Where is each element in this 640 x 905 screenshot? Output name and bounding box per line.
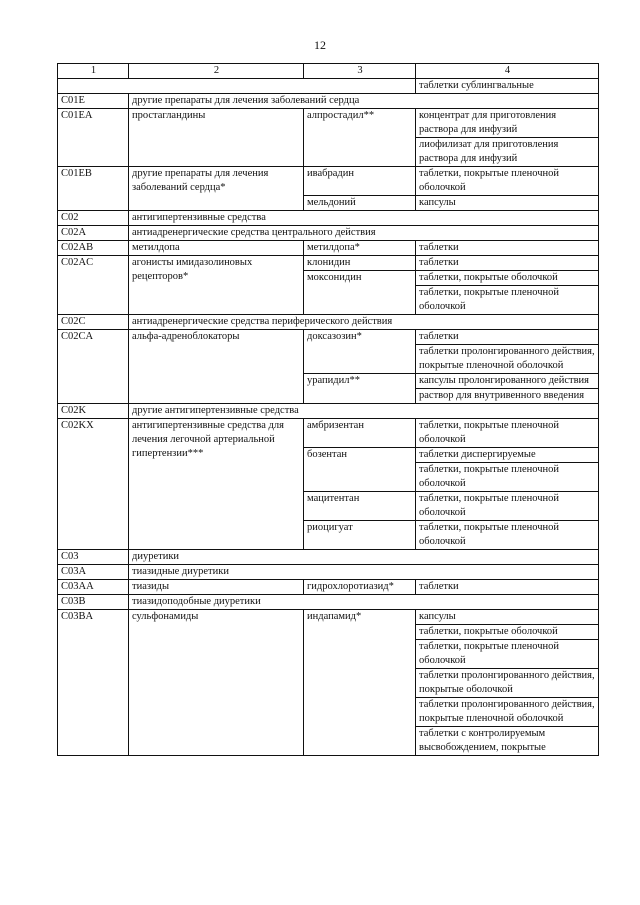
dosage-form-cell: таблетки	[416, 256, 599, 271]
table-row	[58, 109, 599, 138]
dosage-form-cell: таблетки	[416, 580, 599, 595]
group-name-cell: антигипертензивные средства	[129, 211, 599, 226]
table-row	[58, 167, 599, 196]
group-name-cell: тиазидоподобные диуретики	[129, 595, 599, 610]
atc-code-cell: C03AA	[58, 580, 129, 595]
dosage-form-cell: таблетки, покрытые пленочной оболочкой	[416, 167, 599, 196]
group-name-cell: тиазидные диуретики	[129, 565, 599, 580]
dosage-form-cell: таблетки пролонгированного действия, покрытые пленочной оболочкой	[416, 698, 599, 727]
drug-name-cell: индапамид*	[304, 610, 416, 756]
dosage-form-cell: лиофилизат для приготовления раствора для инфузий	[416, 138, 599, 167]
dosage-form-cell: таблетки	[416, 330, 599, 345]
dosage-form-cell: таблетки, покрытые пленочной оболочкой	[416, 521, 599, 550]
subgroup-name-cell: антигипертензивные средства для лечения легочной артериальной гипертензии***	[129, 419, 304, 550]
drug-name-cell: ивабрадин	[304, 167, 416, 196]
empty-cell	[58, 79, 416, 94]
dosage-form-cell: таблетки диспергируемые	[416, 448, 599, 463]
subgroup-name-cell: простагландины	[129, 109, 304, 167]
atc-code-cell: C02	[58, 211, 129, 226]
column-header: 3	[304, 64, 416, 79]
dosage-form-cell: таблетки пролонгированного действия, покрытые оболочкой	[416, 669, 599, 698]
atc-code-cell: C02A	[58, 226, 129, 241]
dosage-form-cell: капсулы	[416, 610, 599, 625]
atc-code-cell: C03	[58, 550, 129, 565]
dosage-form-cell: таблетки, покрытые пленочной оболочкой	[416, 286, 599, 315]
atc-code-cell: C03BA	[58, 610, 129, 756]
group-name-cell: антиадренергические средства периферического действия	[129, 315, 599, 330]
group-name-cell: другие антигипертензивные средства	[129, 404, 599, 419]
dosage-form-cell: таблетки, покрытые пленочной оболочкой	[416, 492, 599, 521]
group-name-cell: другие препараты для лечения заболеваний сердца	[129, 94, 599, 109]
group-name-cell: антиадренергические средства центрального действия	[129, 226, 599, 241]
atc-code-cell: C01E	[58, 94, 129, 109]
dosage-form-cell: таблетки, покрытые оболочкой	[416, 625, 599, 640]
table-row	[58, 94, 599, 109]
table-row	[58, 595, 599, 610]
drug-name-cell: бозентан	[304, 448, 416, 492]
drug-name-cell: гидрохлоротиазид*	[304, 580, 416, 595]
drug-name-cell: амбризентан	[304, 419, 416, 448]
dosage-form-cell: капсулы пролонгированного действия	[416, 374, 599, 389]
atc-code-cell: C01EA	[58, 109, 129, 167]
column-header: 4	[416, 64, 599, 79]
table-row	[58, 550, 599, 565]
subgroup-name-cell: метилдопа	[129, 241, 304, 256]
column-header: 1	[58, 64, 129, 79]
drug-name-cell: метилдопа*	[304, 241, 416, 256]
drug-table	[57, 63, 599, 756]
subgroup-name-cell: другие препараты для лечения заболеваний сердца*	[129, 167, 304, 211]
table-row	[58, 419, 599, 448]
subgroup-name-cell: тиазиды	[129, 580, 304, 595]
column-header: 2	[129, 64, 304, 79]
atc-code-cell: C03B	[58, 595, 129, 610]
dosage-form-cell: концентрат для приготовления раствора для инфузий	[416, 109, 599, 138]
table-row	[58, 241, 599, 256]
table-row	[58, 580, 599, 595]
table-row	[58, 211, 599, 226]
dosage-form-cell: таблетки сублингвальные	[416, 79, 599, 94]
dosage-form-cell: раствор для внутривенного введения	[416, 389, 599, 404]
dosage-form-cell: таблетки, покрытые оболочкой	[416, 271, 599, 286]
drug-name-cell: алпростадил**	[304, 109, 416, 167]
table-row	[58, 226, 599, 241]
table-row	[58, 610, 599, 625]
subgroup-name-cell: агонисты имидазолиновых рецепторов*	[129, 256, 304, 315]
dosage-form-cell: капсулы	[416, 196, 599, 211]
drug-name-cell: риоцигуат	[304, 521, 416, 550]
drug-name-cell: моксонидин	[304, 271, 416, 315]
table-row	[58, 79, 599, 94]
table-row	[58, 565, 599, 580]
atc-code-cell: C02KX	[58, 419, 129, 550]
table-row	[58, 256, 599, 271]
drug-name-cell: урапидил**	[304, 374, 416, 404]
atc-code-cell: C02AB	[58, 241, 129, 256]
drug-name-cell: мельдоний	[304, 196, 416, 211]
dosage-form-cell: таблетки	[416, 241, 599, 256]
drug-name-cell: доксазозин*	[304, 330, 416, 374]
atc-code-cell: C03A	[58, 565, 129, 580]
atc-code-cell: C02K	[58, 404, 129, 419]
drug-name-cell: клонидин	[304, 256, 416, 271]
drug-name-cell: мацитентан	[304, 492, 416, 521]
atc-code-cell: C02C	[58, 315, 129, 330]
table-row	[58, 404, 599, 419]
atc-code-cell: C02AC	[58, 256, 129, 315]
dosage-form-cell: таблетки пролонгированного действия, покрытые пленочной оболочкой	[416, 345, 599, 374]
page-number: 12	[314, 38, 326, 52]
subgroup-name-cell: альфа-адреноблокаторы	[129, 330, 304, 404]
atc-code-cell: C02CA	[58, 330, 129, 404]
subgroup-name-cell: сульфонамиды	[129, 610, 304, 756]
table-row	[58, 330, 599, 345]
dosage-form-cell: таблетки, покрытые пленочной оболочкой	[416, 640, 599, 669]
table-row	[58, 315, 599, 330]
dosage-form-cell: таблетки, покрытые пленочной оболочкой	[416, 463, 599, 492]
dosage-form-cell: таблетки с контролируемым высвобождением, покрытые	[416, 727, 599, 756]
dosage-form-cell: таблетки, покрытые пленочной оболочкой	[416, 419, 599, 448]
atc-code-cell: C01EB	[58, 167, 129, 211]
table-header-row	[58, 64, 599, 79]
group-name-cell: диуретики	[129, 550, 599, 565]
